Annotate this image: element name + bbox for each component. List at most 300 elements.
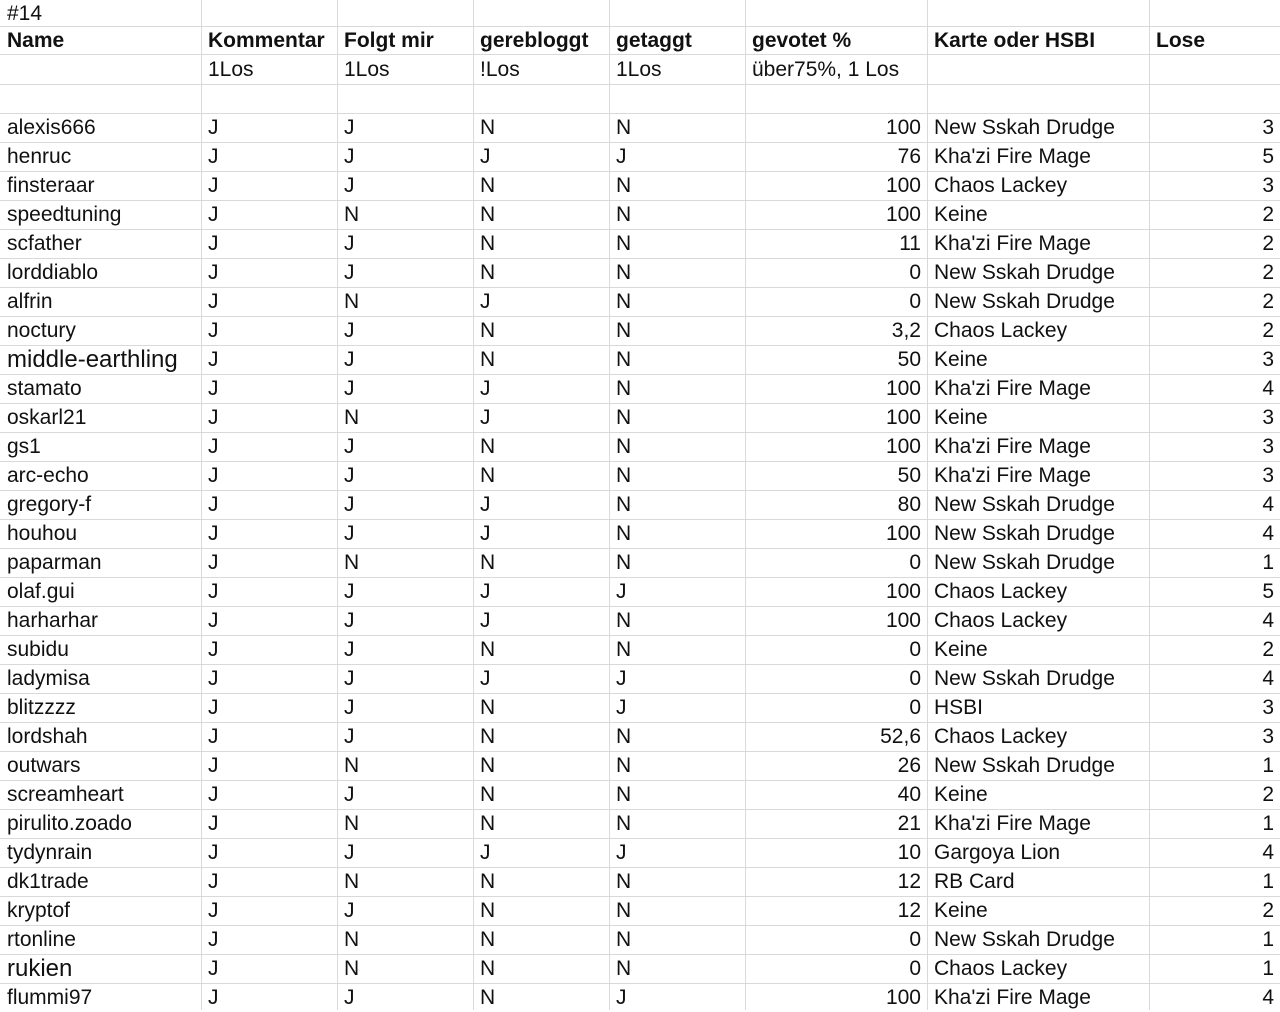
cell-karte[interactable]: Keine bbox=[934, 783, 988, 806]
column-gridline bbox=[337, 0, 338, 1010]
cell-gevotet[interactable]: 26 bbox=[897, 754, 921, 777]
subheader-gevotet[interactable]: über75%, 1 Los bbox=[752, 57, 900, 81]
cell-getaggt[interactable]: N bbox=[616, 348, 632, 371]
cell-gerebloggt[interactable]: N bbox=[480, 754, 496, 777]
header-name[interactable]: Name bbox=[7, 28, 65, 52]
row-gridline bbox=[0, 780, 1280, 781]
cell-karte[interactable]: HSBI bbox=[934, 696, 984, 719]
cell-karte[interactable]: Kha'zi Fire Mage bbox=[934, 145, 1091, 168]
cell-gerebloggt[interactable]: J bbox=[480, 377, 491, 400]
cell-kommentar[interactable]: J bbox=[208, 464, 219, 487]
cell-gevotet[interactable]: 0 bbox=[909, 957, 921, 980]
cell-kommentar[interactable]: J bbox=[208, 290, 219, 313]
row-gridline bbox=[0, 200, 1280, 201]
cell-lose[interactable]: 2 bbox=[1262, 203, 1274, 226]
cell-gerebloggt[interactable]: J bbox=[480, 493, 491, 516]
cell-lose[interactable]: 2 bbox=[1262, 783, 1274, 806]
cell-folgt-mir[interactable]: J bbox=[344, 435, 355, 458]
cell-getaggt[interactable]: N bbox=[616, 232, 632, 255]
cell-name[interactable]: harharhar bbox=[7, 609, 99, 632]
cell-name[interactable]: tydynrain bbox=[7, 841, 93, 864]
cell-name[interactable]: outwars bbox=[7, 754, 81, 777]
row-gridline bbox=[0, 229, 1280, 230]
cell-name[interactable]: speedtuning bbox=[7, 203, 122, 226]
cell-name[interactable]: henruc bbox=[7, 145, 72, 168]
row-gridline bbox=[0, 954, 1280, 955]
cell-gerebloggt[interactable]: J bbox=[480, 609, 491, 632]
cell-gerebloggt[interactable]: N bbox=[480, 928, 496, 951]
row-gridline bbox=[0, 867, 1280, 868]
cell-karte[interactable]: New Sskah Drudge bbox=[934, 754, 1115, 777]
header-karte[interactable]: Karte oder HSBI bbox=[934, 28, 1096, 52]
cell-gerebloggt[interactable]: N bbox=[480, 725, 496, 748]
cell-gerebloggt[interactable]: N bbox=[480, 899, 496, 922]
cell-lose[interactable]: 1 bbox=[1262, 551, 1274, 574]
cell-getaggt[interactable]: N bbox=[616, 406, 632, 429]
cell-lose[interactable]: 1 bbox=[1262, 754, 1274, 777]
cell-lose[interactable]: 3 bbox=[1262, 725, 1274, 748]
column-gridline bbox=[201, 0, 202, 1010]
cell-folgt-mir[interactable]: J bbox=[344, 783, 355, 806]
cell-folgt-mir[interactable]: J bbox=[344, 986, 355, 1009]
cell-lose[interactable]: 4 bbox=[1262, 986, 1274, 1009]
cell-gerebloggt[interactable]: N bbox=[480, 638, 496, 661]
cell-lose[interactable]: 1 bbox=[1262, 928, 1274, 951]
cell-gevotet[interactable]: 21 bbox=[897, 812, 921, 835]
cell-name[interactable]: olaf.gui bbox=[7, 580, 75, 603]
row-gridline bbox=[0, 896, 1280, 897]
cell-gerebloggt[interactable]: J bbox=[480, 580, 491, 603]
cell-karte[interactable]: Chaos Lackey bbox=[934, 580, 1068, 603]
row-gridline bbox=[0, 26, 1280, 27]
cell-name[interactable]: stamato bbox=[7, 377, 82, 400]
cell-gerebloggt[interactable]: J bbox=[480, 522, 491, 545]
cell-getaggt[interactable]: N bbox=[616, 203, 632, 226]
header-lose[interactable]: Lose bbox=[1156, 28, 1206, 52]
cell-name[interactable]: flummi97 bbox=[7, 986, 93, 1009]
cell-gerebloggt[interactable]: J bbox=[480, 667, 491, 690]
cell-folgt-mir[interactable]: J bbox=[344, 116, 355, 139]
row-gridline bbox=[0, 751, 1280, 752]
cell-getaggt[interactable]: N bbox=[616, 870, 632, 893]
cell-gevotet[interactable]: 76 bbox=[897, 145, 921, 168]
cell-getaggt[interactable]: N bbox=[616, 522, 632, 545]
cell-name[interactable]: rukien bbox=[7, 954, 73, 982]
cell-folgt-mir[interactable]: J bbox=[344, 696, 355, 719]
subheader-gerebloggt[interactable]: !Los bbox=[480, 57, 520, 81]
cell-gevotet[interactable]: 0 bbox=[909, 667, 921, 690]
cell-folgt-mir[interactable]: J bbox=[344, 609, 355, 632]
cell-lose[interactable]: 4 bbox=[1262, 609, 1274, 632]
row-gridline bbox=[0, 577, 1280, 578]
cell-gerebloggt[interactable]: J bbox=[480, 145, 491, 168]
cell-lose[interactable]: 2 bbox=[1262, 899, 1274, 922]
cell-gevotet[interactable]: 50 bbox=[897, 464, 921, 487]
cell-getaggt[interactable]: N bbox=[616, 464, 632, 487]
cell-folgt-mir[interactable]: J bbox=[344, 261, 355, 284]
cell-karte[interactable]: Keine bbox=[934, 203, 988, 226]
cell-kommentar[interactable]: J bbox=[208, 870, 219, 893]
cell-kommentar[interactable]: J bbox=[208, 203, 219, 226]
cell-kommentar[interactable]: J bbox=[208, 522, 219, 545]
cell-lose[interactable]: 2 bbox=[1262, 638, 1274, 661]
cell-gevotet[interactable]: 100 bbox=[885, 522, 921, 545]
cell-folgt-mir[interactable]: N bbox=[344, 406, 360, 429]
cell-gerebloggt[interactable]: N bbox=[480, 174, 496, 197]
cell-getaggt[interactable]: N bbox=[616, 638, 632, 661]
cell-karte[interactable]: New Sskah Drudge bbox=[934, 493, 1115, 516]
cell-lose[interactable]: 4 bbox=[1262, 841, 1274, 864]
cell-lose[interactable]: 3 bbox=[1262, 464, 1274, 487]
cell-gerebloggt[interactable]: N bbox=[480, 870, 496, 893]
column-gridline bbox=[745, 0, 746, 1010]
cell-gevotet[interactable]: 100 bbox=[885, 174, 921, 197]
cell-getaggt[interactable]: N bbox=[616, 725, 632, 748]
row-gridline bbox=[0, 519, 1280, 520]
cell-folgt-mir[interactable]: J bbox=[344, 464, 355, 487]
cell-karte[interactable]: Kha'zi Fire Mage bbox=[934, 464, 1091, 487]
cell-folgt-mir[interactable]: N bbox=[344, 551, 360, 574]
cell-kommentar[interactable]: J bbox=[208, 580, 219, 603]
cell-name[interactable]: screamheart bbox=[7, 783, 124, 806]
cell-getaggt[interactable]: N bbox=[616, 261, 632, 284]
row-gridline bbox=[0, 113, 1280, 114]
row-gridline bbox=[0, 490, 1280, 491]
cell-lose[interactable]: 4 bbox=[1262, 522, 1274, 545]
cell-karte[interactable]: Chaos Lackey bbox=[934, 725, 1068, 748]
cell-karte[interactable]: New Sskah Drudge bbox=[934, 522, 1115, 545]
cell-kommentar[interactable]: J bbox=[208, 261, 219, 284]
sheet-tag[interactable]: #14 bbox=[7, 1, 43, 25]
cell-lose[interactable]: 1 bbox=[1262, 812, 1274, 835]
cell-name[interactable]: alfrin bbox=[7, 290, 53, 313]
cell-folgt-mir[interactable]: N bbox=[344, 928, 360, 951]
cell-karte[interactable]: New Sskah Drudge bbox=[934, 290, 1115, 313]
column-gridline bbox=[927, 0, 928, 1010]
cell-karte[interactable]: Chaos Lackey bbox=[934, 609, 1068, 632]
cell-gevotet[interactable]: 100 bbox=[885, 406, 921, 429]
cell-name[interactable]: arc-echo bbox=[7, 464, 89, 487]
column-gridline bbox=[473, 0, 474, 1010]
column-gridline bbox=[1149, 0, 1150, 1010]
subheader-karte[interactable] bbox=[927, 54, 1149, 84]
cell-karte[interactable]: Keine bbox=[934, 406, 988, 429]
subheader-lose[interactable] bbox=[1149, 54, 1280, 84]
cell-getaggt[interactable]: J bbox=[616, 986, 627, 1009]
cell-folgt-mir[interactable]: J bbox=[344, 580, 355, 603]
cell-name[interactable]: gs1 bbox=[7, 435, 41, 458]
cell-lose[interactable]: 3 bbox=[1262, 348, 1274, 371]
cell-name[interactable]: lordshah bbox=[7, 725, 88, 748]
header-folgt-mir[interactable]: Folgt mir bbox=[344, 28, 434, 52]
cell-gerebloggt[interactable]: J bbox=[480, 290, 491, 313]
cell-name[interactable]: finsteraar bbox=[7, 174, 95, 197]
cell-gevotet[interactable]: 10 bbox=[897, 841, 921, 864]
cell-gevotet[interactable]: 0 bbox=[909, 290, 921, 313]
row-gridline bbox=[0, 171, 1280, 172]
cell-gevotet[interactable]: 52,6 bbox=[880, 725, 921, 748]
row-gridline bbox=[0, 635, 1280, 636]
cell-karte[interactable]: Keine bbox=[934, 638, 988, 661]
cell-karte[interactable]: Kha'zi Fire Mage bbox=[934, 377, 1091, 400]
row-gridline bbox=[0, 258, 1280, 259]
cell-getaggt[interactable]: J bbox=[616, 841, 627, 864]
cell-folgt-mir[interactable]: J bbox=[344, 493, 355, 516]
cell-folgt-mir[interactable]: N bbox=[344, 290, 360, 313]
cell-gevotet[interactable]: 40 bbox=[897, 783, 921, 806]
cell-kommentar[interactable]: J bbox=[208, 319, 219, 342]
cell-karte[interactable]: Chaos Lackey bbox=[934, 174, 1068, 197]
cell-gevotet[interactable]: 3,2 bbox=[891, 319, 921, 342]
cell-kommentar[interactable]: J bbox=[208, 232, 219, 255]
cell-karte[interactable]: Keine bbox=[934, 899, 988, 922]
cell-getaggt[interactable]: N bbox=[616, 812, 632, 835]
cell-gerebloggt[interactable]: N bbox=[480, 696, 496, 719]
cell-gerebloggt[interactable]: N bbox=[480, 319, 496, 342]
cell-folgt-mir[interactable]: J bbox=[344, 145, 355, 168]
row-gridline bbox=[0, 838, 1280, 839]
row-gridline bbox=[0, 432, 1280, 433]
cell-name[interactable]: scfather bbox=[7, 232, 82, 255]
cell-gerebloggt[interactable]: N bbox=[480, 957, 496, 980]
cell-gevotet[interactable]: 0 bbox=[909, 638, 921, 661]
cell-lose[interactable]: 1 bbox=[1262, 870, 1274, 893]
cell-gevotet[interactable]: 12 bbox=[897, 899, 921, 922]
cell-lose[interactable]: 3 bbox=[1262, 116, 1274, 139]
cell-getaggt[interactable]: N bbox=[616, 957, 632, 980]
cell-getaggt[interactable]: N bbox=[616, 435, 632, 458]
cell-lose[interactable]: 2 bbox=[1262, 290, 1274, 313]
cell-gerebloggt[interactable]: N bbox=[480, 203, 496, 226]
cell-gevotet[interactable]: 50 bbox=[897, 348, 921, 371]
header-gevotet[interactable]: gevotet % bbox=[752, 28, 852, 52]
cell-getaggt[interactable]: J bbox=[616, 696, 627, 719]
header-kommentar[interactable]: Kommentar bbox=[208, 28, 325, 52]
cell-karte[interactable]: New Sskah Drudge bbox=[934, 551, 1115, 574]
cell-kommentar[interactable]: J bbox=[208, 174, 219, 197]
cell-lose[interactable]: 4 bbox=[1262, 377, 1274, 400]
row-gridline bbox=[0, 461, 1280, 462]
cell-gevotet[interactable]: 0 bbox=[909, 928, 921, 951]
cell-folgt-mir[interactable]: J bbox=[344, 638, 355, 661]
cell-kommentar[interactable]: J bbox=[208, 986, 219, 1009]
cell-gerebloggt[interactable]: N bbox=[480, 783, 496, 806]
cell-lose[interactable]: 2 bbox=[1262, 261, 1274, 284]
cell-gevotet[interactable]: 100 bbox=[885, 116, 921, 139]
cell-kommentar[interactable]: J bbox=[208, 754, 219, 777]
cell-gerebloggt[interactable]: N bbox=[480, 348, 496, 371]
cell-name[interactable]: blitzzzz bbox=[7, 696, 76, 719]
cell-getaggt[interactable]: J bbox=[616, 145, 627, 168]
row-gridline bbox=[0, 54, 1280, 55]
cell-lose[interactable]: 2 bbox=[1262, 319, 1274, 342]
cell-gerebloggt[interactable]: N bbox=[480, 986, 496, 1009]
cell-kommentar[interactable]: J bbox=[208, 435, 219, 458]
cell-karte[interactable]: New Sskah Drudge bbox=[934, 261, 1115, 284]
cell-gerebloggt[interactable]: N bbox=[480, 261, 496, 284]
cell-kommentar[interactable]: J bbox=[208, 116, 219, 139]
cell-name[interactable]: rtonline bbox=[7, 928, 76, 951]
cell-kommentar[interactable]: J bbox=[208, 609, 219, 632]
cell-gevotet[interactable]: 100 bbox=[885, 435, 921, 458]
cell-karte[interactable]: Kha'zi Fire Mage bbox=[934, 232, 1091, 255]
cell-gerebloggt[interactable]: N bbox=[480, 232, 496, 255]
subheader-name[interactable] bbox=[0, 54, 201, 84]
row-gridline bbox=[0, 374, 1280, 375]
subheader-kommentar[interactable]: 1Los bbox=[208, 57, 254, 81]
subheader-getaggt[interactable]: 1Los bbox=[616, 57, 662, 81]
cell-kommentar[interactable]: J bbox=[208, 377, 219, 400]
cell-gevotet[interactable]: 11 bbox=[899, 232, 921, 255]
cell-gevotet[interactable]: 100 bbox=[885, 580, 921, 603]
cell-name[interactable]: subidu bbox=[7, 638, 69, 661]
header-getaggt[interactable]: getaggt bbox=[616, 28, 692, 52]
cell-getaggt[interactable]: N bbox=[616, 899, 632, 922]
cell-folgt-mir[interactable]: J bbox=[344, 899, 355, 922]
cell-gevotet[interactable]: 100 bbox=[885, 203, 921, 226]
cell-getaggt[interactable]: N bbox=[616, 290, 632, 313]
cell-folgt-mir[interactable]: J bbox=[344, 319, 355, 342]
cell-name[interactable]: kryptof bbox=[7, 899, 71, 922]
cell-name[interactable]: gregory-f bbox=[7, 493, 92, 516]
row-gridline bbox=[0, 84, 1280, 85]
cell-name[interactable]: dk1trade bbox=[7, 870, 89, 893]
cell-folgt-mir[interactable]: N bbox=[344, 754, 360, 777]
cell-karte[interactable]: Gargoya Lion bbox=[934, 841, 1061, 864]
cell-lose[interactable]: 4 bbox=[1262, 667, 1274, 690]
cell-kommentar[interactable]: J bbox=[208, 725, 219, 748]
cell-folgt-mir[interactable]: N bbox=[344, 870, 360, 893]
cell-gevotet[interactable]: 0 bbox=[909, 696, 921, 719]
cell-gerebloggt[interactable]: N bbox=[480, 435, 496, 458]
cell-folgt-mir[interactable]: J bbox=[344, 377, 355, 400]
cell-kommentar[interactable]: J bbox=[208, 145, 219, 168]
cell-getaggt[interactable]: N bbox=[616, 493, 632, 516]
cell-name[interactable]: noctury bbox=[7, 319, 76, 342]
cell-kommentar[interactable]: J bbox=[208, 551, 219, 574]
cell-karte[interactable]: Chaos Lackey bbox=[934, 319, 1068, 342]
cell-getaggt[interactable]: N bbox=[616, 116, 632, 139]
cell-getaggt[interactable]: N bbox=[616, 609, 632, 632]
cell-name[interactable]: middle-earthling bbox=[7, 345, 178, 373]
cell-name[interactable]: houhou bbox=[7, 522, 78, 545]
cell-karte[interactable]: RB Card bbox=[934, 870, 1015, 893]
cell-name[interactable]: alexis666 bbox=[7, 116, 96, 139]
cell-gerebloggt[interactable]: J bbox=[480, 841, 491, 864]
cell-gevotet[interactable]: 12 bbox=[897, 870, 921, 893]
cell-folgt-mir[interactable]: J bbox=[344, 667, 355, 690]
cell-getaggt[interactable]: N bbox=[616, 928, 632, 951]
cell-kommentar[interactable]: J bbox=[208, 638, 219, 661]
cell-kommentar[interactable]: J bbox=[208, 957, 219, 980]
cell-folgt-mir[interactable]: N bbox=[344, 812, 360, 835]
row-gridline bbox=[0, 809, 1280, 810]
cell-kommentar[interactable]: J bbox=[208, 783, 219, 806]
cell-lose[interactable]: 5 bbox=[1262, 145, 1274, 168]
cell-karte[interactable]: Keine bbox=[934, 348, 988, 371]
cell-name[interactable]: oskarl21 bbox=[7, 406, 87, 429]
cell-folgt-mir[interactable]: J bbox=[344, 232, 355, 255]
cell-gerebloggt[interactable]: N bbox=[480, 812, 496, 835]
cell-folgt-mir[interactable]: J bbox=[344, 174, 355, 197]
cell-lose[interactable]: 2 bbox=[1262, 232, 1274, 255]
cell-kommentar[interactable]: J bbox=[208, 696, 219, 719]
cell-name[interactable]: paparman bbox=[7, 551, 102, 574]
cell-gevotet[interactable]: 100 bbox=[885, 986, 921, 1009]
cell-folgt-mir[interactable]: J bbox=[344, 841, 355, 864]
cell-kommentar[interactable]: J bbox=[208, 928, 219, 951]
row-gridline bbox=[0, 606, 1280, 607]
cell-karte[interactable]: New Sskah Drudge bbox=[934, 928, 1115, 951]
row-gridline bbox=[0, 664, 1280, 665]
cell-getaggt[interactable]: J bbox=[616, 580, 627, 603]
cell-folgt-mir[interactable]: J bbox=[344, 522, 355, 545]
cell-karte[interactable]: New Sskah Drudge bbox=[934, 116, 1115, 139]
column-gridline bbox=[609, 0, 610, 1010]
cell-folgt-mir[interactable]: N bbox=[344, 957, 360, 980]
cell-lose[interactable]: 4 bbox=[1262, 493, 1274, 516]
cell-karte[interactable]: Kha'zi Fire Mage bbox=[934, 435, 1091, 458]
cell-kommentar[interactable]: J bbox=[208, 406, 219, 429]
cell-getaggt[interactable]: N bbox=[616, 783, 632, 806]
cell-gerebloggt[interactable]: N bbox=[480, 464, 496, 487]
cell-lose[interactable]: 3 bbox=[1262, 406, 1274, 429]
cell-kommentar[interactable]: J bbox=[208, 667, 219, 690]
cell-kommentar[interactable]: J bbox=[208, 493, 219, 516]
cell-gevotet[interactable]: 100 bbox=[885, 609, 921, 632]
cell-gevotet[interactable]: 0 bbox=[909, 261, 921, 284]
cell-karte[interactable]: Kha'zi Fire Mage bbox=[934, 812, 1091, 835]
cell-lose[interactable]: 5 bbox=[1262, 580, 1274, 603]
cell-getaggt[interactable]: N bbox=[616, 174, 632, 197]
cell-lose[interactable]: 1 bbox=[1262, 957, 1274, 980]
cell-kommentar[interactable]: J bbox=[208, 899, 219, 922]
cell-name[interactable]: ladymisa bbox=[7, 667, 90, 690]
subheader-folgt-mir[interactable]: 1Los bbox=[344, 57, 390, 81]
cell-folgt-mir[interactable]: J bbox=[344, 725, 355, 748]
row-gridline bbox=[0, 345, 1280, 346]
cell-getaggt[interactable]: J bbox=[616, 667, 627, 690]
cell-gevotet[interactable]: 100 bbox=[885, 377, 921, 400]
cell-karte[interactable]: New Sskah Drudge bbox=[934, 667, 1115, 690]
cell-name[interactable]: lorddiablo bbox=[7, 261, 99, 284]
cell-gerebloggt[interactable]: J bbox=[480, 406, 491, 429]
cell-getaggt[interactable]: N bbox=[616, 551, 632, 574]
cell-getaggt[interactable]: N bbox=[616, 319, 632, 342]
row-gridline bbox=[0, 142, 1280, 143]
cell-kommentar[interactable]: J bbox=[208, 841, 219, 864]
cell-gevotet[interactable]: 0 bbox=[909, 551, 921, 574]
cell-kommentar[interactable]: J bbox=[208, 348, 219, 371]
row-gridline bbox=[0, 403, 1280, 404]
cell-getaggt[interactable]: N bbox=[616, 754, 632, 777]
row-gridline bbox=[0, 722, 1280, 723]
cell-karte[interactable]: Kha'zi Fire Mage bbox=[934, 986, 1091, 1009]
cell-kommentar[interactable]: J bbox=[208, 812, 219, 835]
cell-karte[interactable]: Chaos Lackey bbox=[934, 957, 1068, 980]
cell-gerebloggt[interactable]: N bbox=[480, 551, 496, 574]
cell-gevotet[interactable]: 80 bbox=[897, 493, 921, 516]
cell-lose[interactable]: 3 bbox=[1262, 435, 1274, 458]
cell-gerebloggt[interactable]: N bbox=[480, 116, 496, 139]
header-gerebloggt[interactable]: gerebloggt bbox=[480, 28, 589, 52]
cell-getaggt[interactable]: N bbox=[616, 377, 632, 400]
cell-folgt-mir[interactable]: N bbox=[344, 203, 360, 226]
cell-name[interactable]: pirulito.zoado bbox=[7, 812, 132, 835]
cell-lose[interactable]: 3 bbox=[1262, 174, 1274, 197]
cell-folgt-mir[interactable]: J bbox=[344, 348, 355, 371]
cell-lose[interactable]: 3 bbox=[1262, 696, 1274, 719]
